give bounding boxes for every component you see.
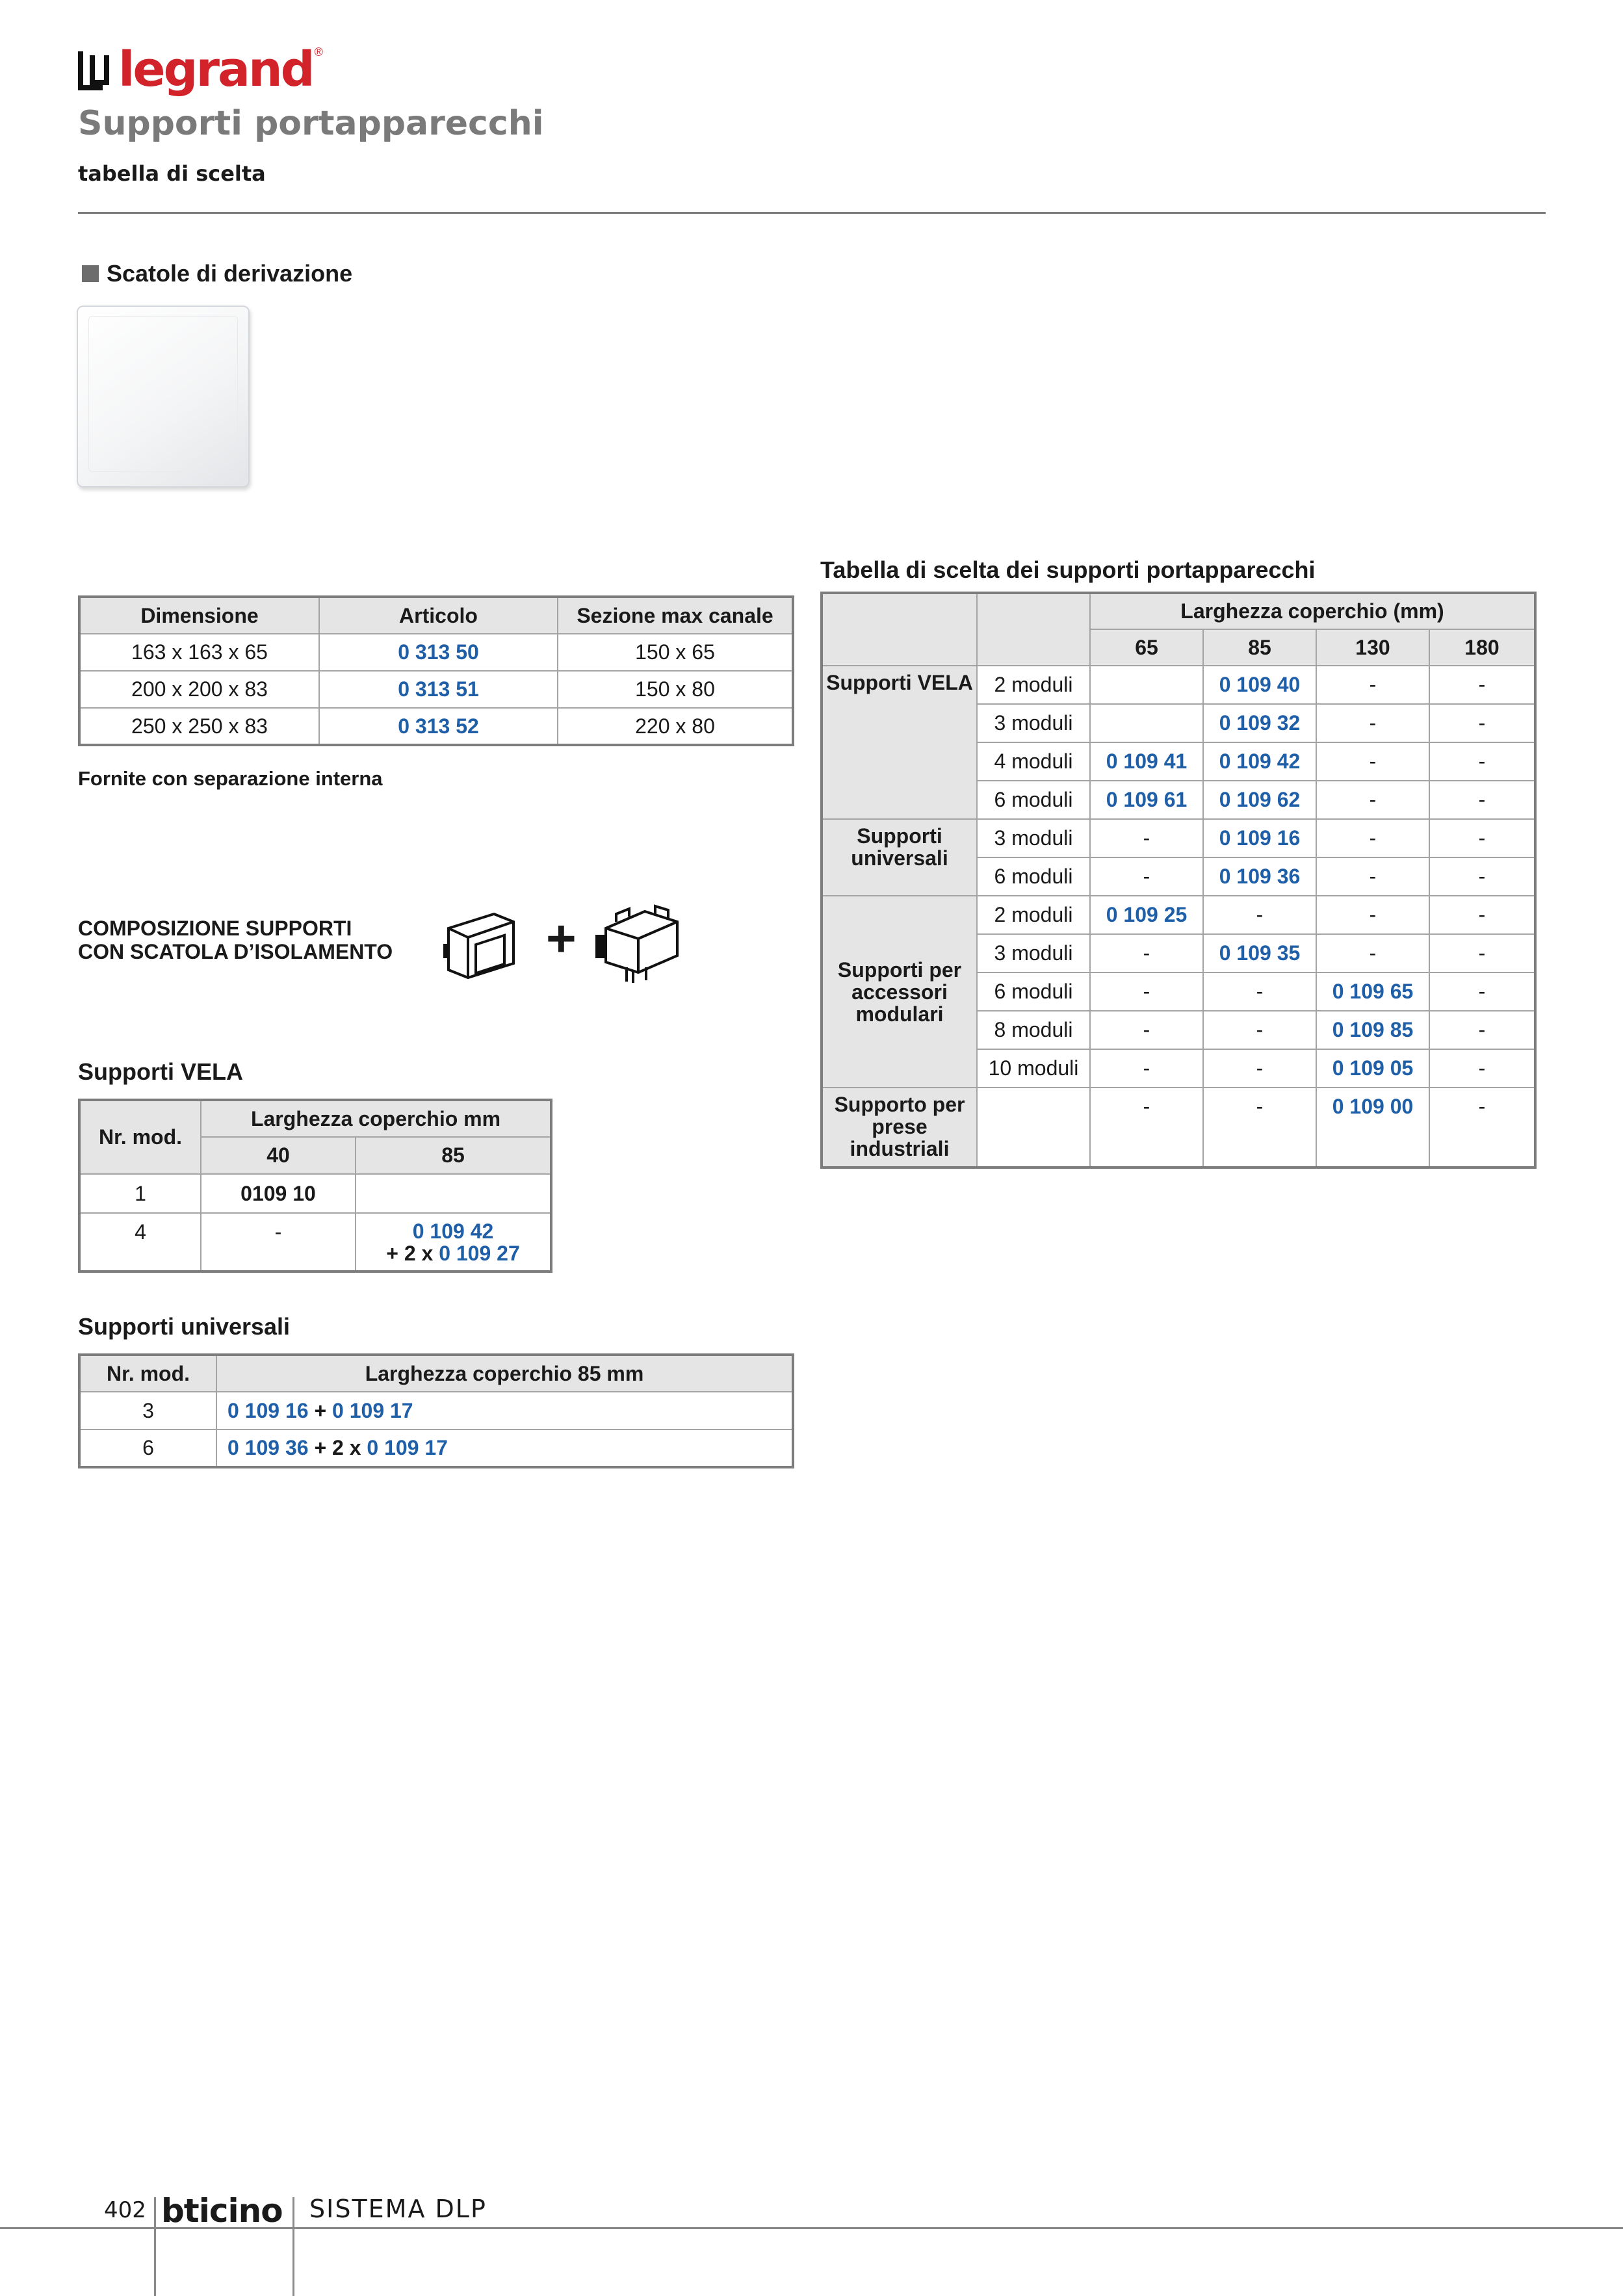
system-name: SISTEMA DLP — [309, 2195, 487, 2223]
cell-nr: 1 — [79, 1174, 201, 1213]
cell-value: 0 109 36 — [1203, 857, 1316, 896]
cell-value: 0 109 65 — [1316, 972, 1429, 1011]
table-row — [79, 1392, 793, 1429]
universali-table — [78, 1353, 794, 1468]
footer-separator — [154, 2197, 156, 2296]
cell-value: - — [1429, 819, 1535, 857]
col-sezione: Sezione max canale — [558, 597, 793, 634]
cell-moduli — [977, 1088, 1090, 1168]
group-industriali: Supporto per prese industriali — [822, 1088, 977, 1168]
table-row — [79, 708, 793, 745]
cell-value: - — [1429, 857, 1535, 896]
cell-moduli: 4 moduli — [977, 742, 1090, 781]
cell-articolo: 0 313 51 — [319, 671, 558, 708]
cell-moduli: 2 moduli — [977, 666, 1090, 704]
cell-value: - — [1203, 1049, 1316, 1088]
header-divider — [78, 212, 1546, 214]
cell-value — [1090, 704, 1203, 742]
col-180: 180 — [1429, 629, 1535, 666]
page-subtitle: tabella di scelta — [78, 161, 266, 186]
page-title: Supporti portapparecchi — [78, 104, 544, 143]
table-row — [79, 1213, 551, 1272]
cell-value: - — [1316, 857, 1429, 896]
cell-value: 0 109 00 — [1316, 1088, 1429, 1168]
table-row — [79, 634, 793, 671]
cell-value: - — [1090, 857, 1203, 896]
cell-moduli: 3 moduli — [977, 819, 1090, 857]
cell-40: 0109 10 — [201, 1174, 356, 1213]
composizione-label: COMPOSIZIONE SUPPORTI CON SCATOLA D’ISOLAMENTO — [78, 917, 393, 963]
table-row — [79, 1174, 551, 1213]
cell-value: - — [1090, 1088, 1203, 1168]
group-universali: Supporti universali — [822, 819, 977, 896]
col-nr-mod: Nr. mod. — [79, 1100, 201, 1174]
bticino-logo: bticino — [161, 2192, 283, 2230]
cell-sezione: 150 x 80 — [558, 671, 793, 708]
corner-blank — [822, 593, 977, 666]
cell-value: - — [1316, 666, 1429, 704]
legrand-logo — [78, 42, 323, 98]
cell-sezione: 150 x 65 — [558, 634, 793, 671]
logo-registered: ® — [314, 46, 323, 59]
support-frame-icon — [442, 909, 520, 983]
cell-value: - — [1316, 896, 1429, 934]
cell-value: - — [1203, 972, 1316, 1011]
cell-articolo: 0 313 50 — [319, 634, 558, 671]
legrand-mark-icon — [78, 51, 113, 88]
plus-sign: + — [546, 909, 577, 967]
cell-value: - — [1316, 704, 1429, 742]
isolation-box-icon — [593, 902, 684, 985]
cell-value: 0 109 85 — [1316, 1011, 1429, 1049]
cell-value: - — [1090, 1049, 1203, 1088]
cell-nr: 3 — [79, 1392, 216, 1429]
cell-sezione: 220 x 80 — [558, 708, 793, 745]
col-articolo: Articolo — [319, 597, 558, 634]
cell-value: 0 109 05 — [1316, 1049, 1429, 1088]
col-larghezza-85: Larghezza coperchio 85 mm — [216, 1355, 793, 1392]
cell-value: 0 109 41 — [1090, 742, 1203, 781]
group-accessori: Supporti per accessori modulari — [822, 896, 977, 1088]
table-row — [79, 1429, 793, 1467]
cell-nr: 4 — [79, 1213, 201, 1272]
table-row — [79, 671, 793, 708]
col-65: 65 — [1090, 629, 1203, 666]
col-nr-mod: Nr. mod. — [79, 1355, 216, 1392]
cell-value: - — [1429, 742, 1535, 781]
cell-value: - — [1429, 704, 1535, 742]
cell-value: - — [1429, 1088, 1535, 1168]
cell-value: - — [1429, 1049, 1535, 1088]
cell-85 — [356, 1174, 551, 1213]
cell-moduli: 6 moduli — [977, 972, 1090, 1011]
cell-articolo: 0 313 52 — [319, 708, 558, 745]
cell-value: - — [1316, 742, 1429, 781]
table-row — [822, 819, 1535, 857]
table-row — [822, 666, 1535, 704]
group-vela: Supporti VELA — [822, 666, 977, 819]
cell-value: - — [1429, 1011, 1535, 1049]
footer-separator — [292, 2197, 294, 2296]
col-dimensione: Dimensione — [79, 597, 319, 634]
cell-dim: 250 x 250 x 83 — [79, 708, 319, 745]
col-40: 40 — [201, 1137, 356, 1174]
corner-blank — [977, 593, 1090, 666]
scatole-table — [78, 595, 794, 746]
cell-value — [1090, 666, 1203, 704]
table-row — [822, 896, 1535, 934]
cell-value: 0 109 32 — [1203, 704, 1316, 742]
cell-value: - — [1316, 781, 1429, 819]
cell-value: - — [1429, 896, 1535, 934]
cell-dim: 200 x 200 x 83 — [79, 671, 319, 708]
cell-dim: 163 x 163 x 65 — [79, 634, 319, 671]
col-85: 85 — [1203, 629, 1316, 666]
vela-table — [78, 1099, 552, 1273]
section-heading-scatole: Scatole di derivazione — [82, 260, 352, 287]
cell-value: - — [1316, 934, 1429, 972]
cell-moduli: 2 moduli — [977, 896, 1090, 934]
cell-value: - — [1429, 972, 1535, 1011]
cell-value: - — [1316, 819, 1429, 857]
cell-40: - — [201, 1213, 356, 1272]
cell-value: 0 109 61 — [1090, 781, 1203, 819]
cell-value: - — [1090, 819, 1203, 857]
section-heading-scelta: Tabella di scelta dei supporti portapparecchi — [820, 556, 1316, 583]
logo-text: legrand — [118, 42, 313, 98]
cell-moduli: 6 moduli — [977, 857, 1090, 896]
cell-moduli: 10 moduli — [977, 1049, 1090, 1088]
cell-85: 0 109 42 + 2 x 0 109 27 — [356, 1213, 551, 1272]
cell-moduli: 3 moduli — [977, 704, 1090, 742]
cell-value: 0 109 42 — [1203, 742, 1316, 781]
bullet-square-icon — [82, 265, 99, 282]
cell-value: - — [1090, 934, 1203, 972]
cell-value: - — [1429, 781, 1535, 819]
cell-nr: 6 — [79, 1429, 216, 1467]
cell-value: - — [1429, 666, 1535, 704]
col-130: 130 — [1316, 629, 1429, 666]
cell-moduli: 6 moduli — [977, 781, 1090, 819]
cell-codes: 0 109 16 + 0 109 17 — [216, 1392, 793, 1429]
cell-value: - — [1203, 1088, 1316, 1168]
table-row — [822, 1088, 1535, 1168]
junction-box-image — [77, 306, 250, 488]
cell-value: - — [1090, 1011, 1203, 1049]
section-heading-universali: Supporti universali — [78, 1313, 291, 1340]
col-larghezza: Larghezza coperchio mm — [201, 1100, 551, 1137]
cell-value: 0 109 35 — [1203, 934, 1316, 972]
cell-moduli: 8 moduli — [977, 1011, 1090, 1049]
cell-value: 0 109 16 — [1203, 819, 1316, 857]
cell-value: - — [1203, 1011, 1316, 1049]
scatole-note: Fornite con separazione interna — [78, 767, 383, 790]
page-number: 402 — [104, 2197, 146, 2223]
col-85: 85 — [356, 1137, 551, 1174]
cell-value: - — [1203, 896, 1316, 934]
cell-moduli: 3 moduli — [977, 934, 1090, 972]
cell-value: 0 109 40 — [1203, 666, 1316, 704]
col-larghezza: Larghezza coperchio (mm) — [1090, 593, 1535, 629]
scelta-table — [820, 592, 1537, 1169]
section-heading-vela: Supporti VELA — [78, 1058, 243, 1085]
cell-codes: 0 109 36 + 2 x 0 109 17 — [216, 1429, 793, 1467]
cell-value: - — [1429, 934, 1535, 972]
cell-value: 0 109 25 — [1090, 896, 1203, 934]
cell-value: 0 109 62 — [1203, 781, 1316, 819]
cell-value: - — [1090, 972, 1203, 1011]
